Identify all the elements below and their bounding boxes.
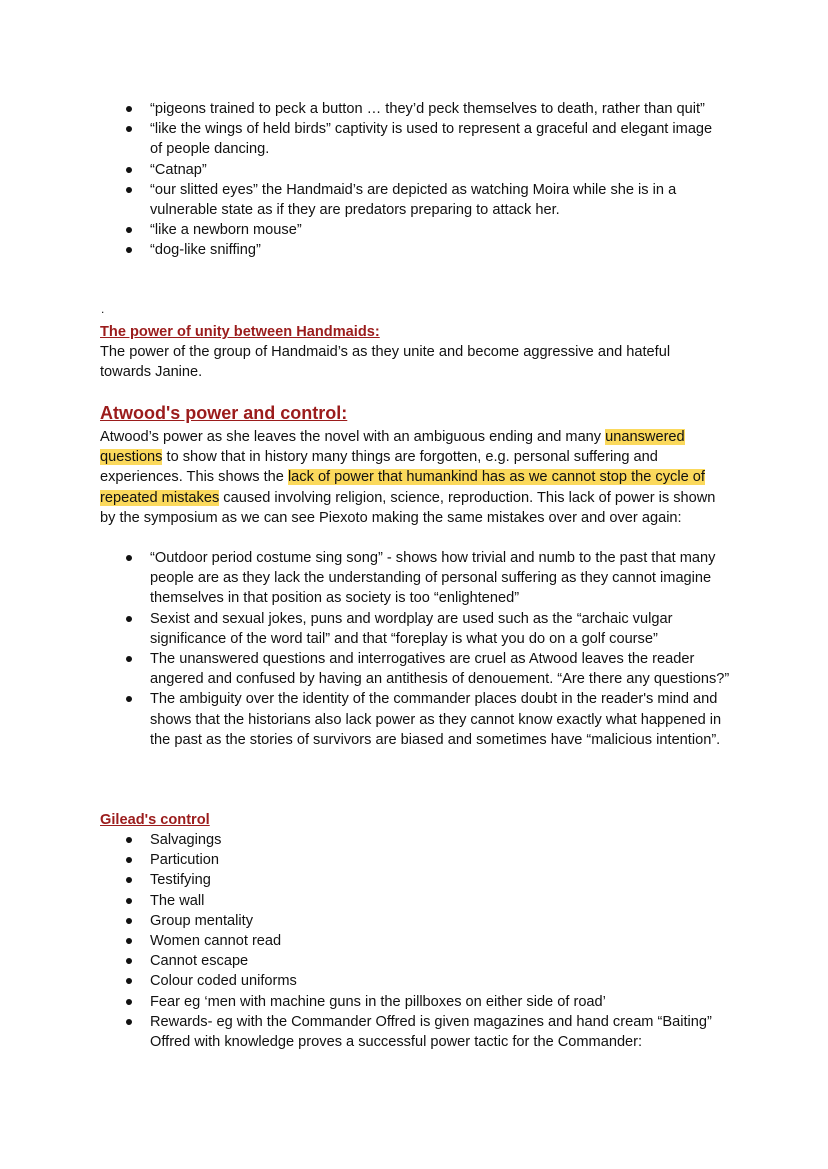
- list-item: Colour coded uniforms: [100, 971, 740, 991]
- animal-imagery-list: [100, 99, 720, 261]
- bullet-icon: [126, 999, 132, 1005]
- list-item: “Catnap”: [100, 160, 720, 180]
- bullet-icon: [126, 898, 132, 904]
- bullet-icon: [126, 938, 132, 944]
- list-item: Group mentality: [100, 911, 740, 931]
- bullet-icon: [126, 857, 132, 863]
- list-item: The unanswered questions and interrogatives are cruel as Atwood leaves the reader angered and confused by having an antithesis of denouement. “Are there any questions?”: [100, 649, 730, 689]
- bullet-icon: [126, 247, 132, 253]
- bullet-icon: [126, 106, 132, 112]
- list-item: Salvagings: [100, 830, 740, 850]
- unity-paragraph: The power of the group of Handmaid’s as they unite and become aggressive and hateful towards Janine.: [100, 344, 671, 381]
- list-item: Rewards- eg with the Commander Offred is given magazines and hand cream “Baiting” Offred with knowledge proves a successful power tactic for the Commander:: [100, 1012, 740, 1052]
- list-item: “dog-like sniffing”: [100, 240, 720, 260]
- list-item: “Outdoor period costume sing song” - shows how trivial and numb to the past that many people are as they lack the understanding of personal suffering as they cannot imagine themselves in that position as society is too “enlightened”: [100, 548, 730, 609]
- stray-mark: .: [101, 302, 105, 316]
- atwood-paragraph: Atwood’s power as she leaves the novel with an ambiguous ending and many unanswered questions to show that in history many things are forgotten, e.g. personal suffering and experiences. This shows the lack of power that humankind has as we cannot stop the cycle of repeated mistakes caused involving religion, science, reproduction. This lack of power is shown by the symposium as we can see Piexoto making the same mistakes over and over again:: [100, 429, 716, 526]
- gilead-bullet-list: [100, 830, 740, 1052]
- bullet-icon: [126, 1019, 132, 1025]
- bullet-icon: [126, 696, 132, 702]
- list-item: “like a newborn mouse”: [100, 220, 720, 240]
- bullet-icon: [126, 187, 132, 193]
- bullet-icon: [126, 877, 132, 883]
- list-item: Fear eg ‘men with machine guns in the pillboxes on either side of road’: [100, 992, 740, 1012]
- bullet-icon: [126, 958, 132, 964]
- atwood-heading: Atwood's power and control:: [100, 403, 348, 423]
- bullet-icon: [126, 126, 132, 132]
- bullet-icon: [126, 616, 132, 622]
- bullet-icon: [126, 555, 132, 561]
- list-item: “pigeons trained to peck a button … they’d peck themselves to death, rather than quit”: [100, 99, 720, 119]
- list-item: Cannot escape: [100, 951, 740, 971]
- list-item: Testifying: [100, 870, 740, 890]
- bullet-icon: [126, 167, 132, 173]
- list-item: The ambiguity over the identity of the commander places doubt in the reader's mind and shows that the historians also lack power as they cannot know exactly what happened in the past as the stories of survivors are biased and sometimes have “malicious intention”.: [100, 689, 730, 750]
- list-item: Sexist and sexual jokes, puns and wordplay are used such as the “archaic vulgar significance of the word tail” and that “foreplay is what you do on a golf course”: [100, 609, 730, 649]
- unity-heading: The power of unity between Handmaids:: [100, 324, 380, 340]
- list-item: “like the wings of held birds” captivity is used to represent a graceful and elegant image of people dancing.: [100, 119, 720, 159]
- list-item: Women cannot read: [100, 931, 740, 951]
- bullet-icon: [126, 227, 132, 233]
- highlight-lack-of-power: lack of power that humankind has as we cannot stop the cycle of repeated mistakes: [100, 469, 705, 506]
- list-item: “our slitted eyes” the Handmaid’s are depicted as watching Moira while she is in a vulnerable state as if they are predators preparing to attack her.: [100, 180, 720, 220]
- list-item: The wall: [100, 891, 740, 911]
- highlight-unanswered-questions: unanswered questions: [100, 429, 685, 466]
- bullet-icon: [126, 656, 132, 662]
- bullet-icon: [126, 918, 132, 924]
- gilead-heading: Gilead's control: [100, 812, 210, 828]
- bullet-icon: [126, 837, 132, 843]
- list-item: Particution: [100, 850, 740, 870]
- atwood-bullet-list: [100, 548, 730, 750]
- bullet-icon: [126, 978, 132, 984]
